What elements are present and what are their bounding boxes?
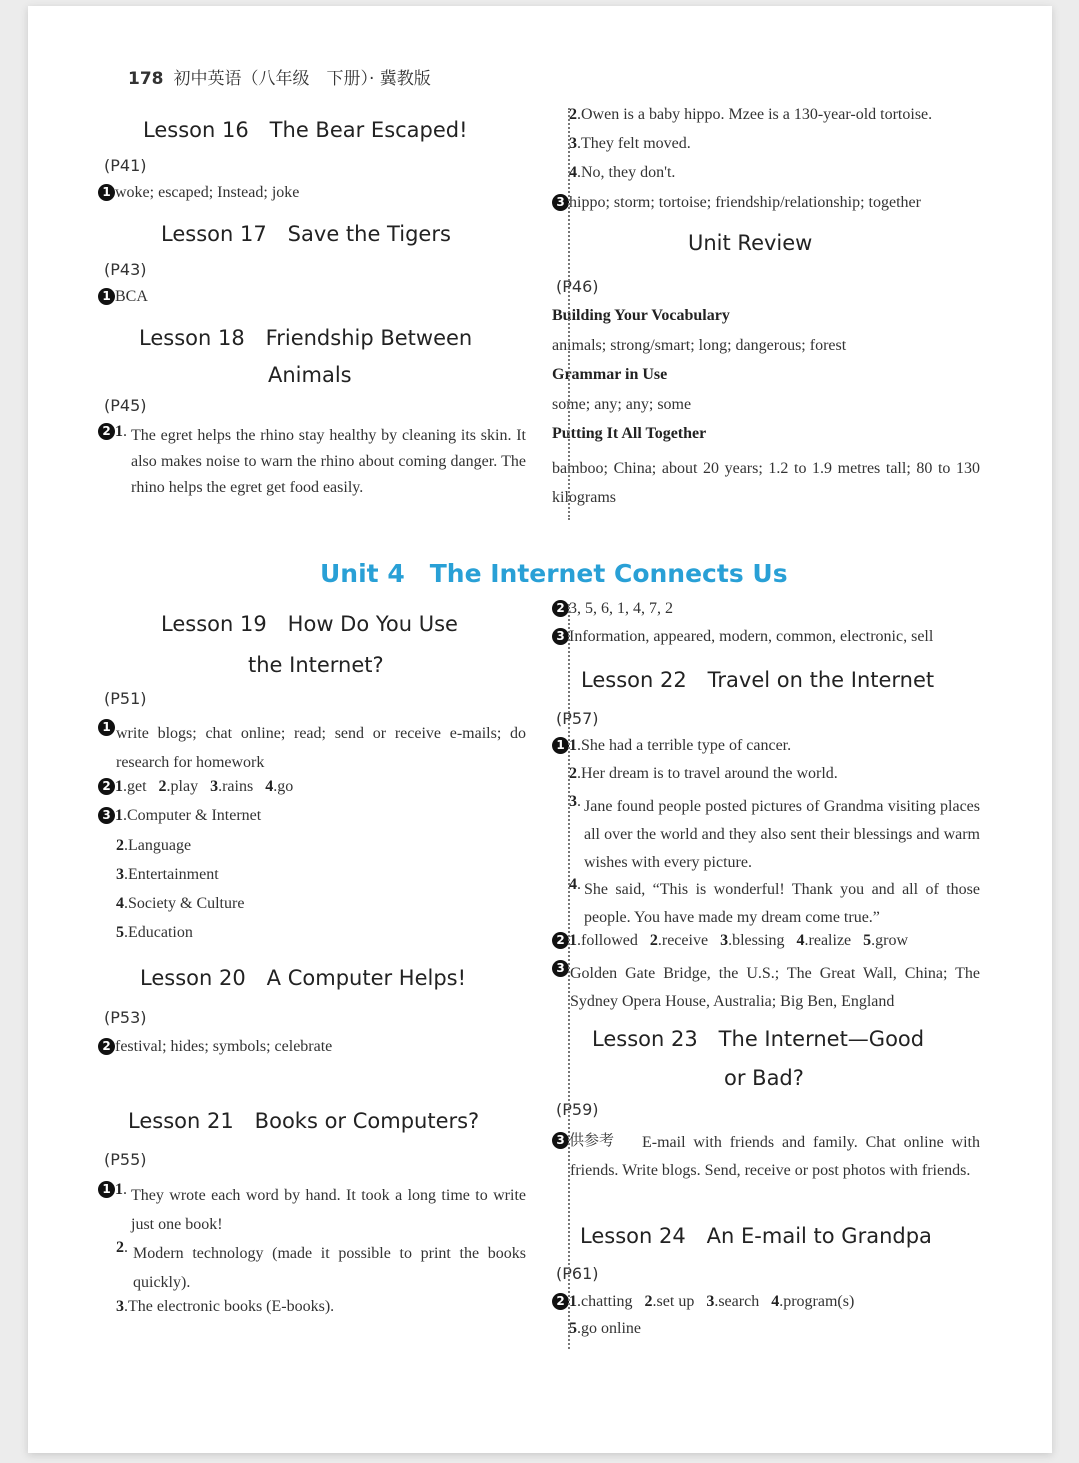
answer-marker-3: 3 <box>552 1132 569 1149</box>
lesson22-answer-2: 2.Her dream is to travel around the world. <box>569 765 838 782</box>
lesson19-answer-3-5: 5.Education <box>116 924 193 941</box>
lesson21-answer-b3: 3 Information, appeared, modern, common, electronic, sell <box>552 628 933 646</box>
unit-review-ref: (P46) <box>556 277 599 296</box>
review-heading-together: Putting It All Together <box>552 425 707 442</box>
column-divider-bottom <box>568 604 570 1349</box>
lesson19-answer-2: 2 1.get 2.play 3.rains 4.go <box>98 778 293 796</box>
answer-marker-2: 2 <box>552 1293 569 1310</box>
lesson21-title: Lesson 21 Books or Computers? <box>128 1109 480 1133</box>
answer-marker-1: 1 <box>98 1181 115 1198</box>
lesson19-title-line1: Lesson 19 How Do You Use <box>161 612 458 636</box>
lesson23-title-line1: Lesson 23 The Internet—Good <box>592 1027 925 1051</box>
lesson17-ref: (P43) <box>104 260 147 279</box>
lesson22-num-3: 3. <box>569 793 581 810</box>
book-title: 初中英语（八年级 下册）· 冀教版 <box>173 69 431 89</box>
lesson19-answer-3-2: 2.Language <box>116 837 192 854</box>
lesson18-title-line2: Animals <box>268 363 352 387</box>
lesson16-title: Lesson 16 The Bear Escaped! <box>143 118 468 142</box>
answer-marker-1: 1 <box>98 184 115 201</box>
lesson17-answer-1: 1 BCA <box>98 288 148 306</box>
unit4-heading: Unit 4 The Internet Connects Us <box>320 559 788 588</box>
lesson22-answer-c3: Golden Gate Bridge, the U.S.; The Great Wall, China; The Sydney Opera House, Australia; Big Ben, England <box>570 965 980 1010</box>
lesson21-ref: (P55) <box>104 1150 147 1169</box>
lesson22-marker-c3 <box>552 960 569 978</box>
page <box>28 6 1052 1453</box>
answer-marker-1: 1 <box>98 719 115 736</box>
answer-marker-2: 2 <box>98 423 115 440</box>
lesson17-title: Lesson 17 Save the Tigers <box>161 222 451 246</box>
answer-marker-1: 1 <box>98 288 115 305</box>
review-heading-grammar: Grammar in Use <box>552 366 668 383</box>
lesson18-answer-3: 3.They felt moved. <box>569 135 691 152</box>
lesson18-title-line1: Lesson 18 Friendship Between <box>139 326 473 350</box>
lesson23-ref: (P59) <box>556 1100 599 1119</box>
lesson19-ref: (P51) <box>104 689 147 708</box>
answer-marker-3: 3 <box>552 960 569 977</box>
lesson20-ref: (P53) <box>104 1008 147 1027</box>
answer-marker-2: 2 <box>98 1038 115 1055</box>
lesson24-answer-b: 2 1.chatting 2.set up 3.search 4.program(s) <box>552 1293 854 1311</box>
lesson19-marker-1 <box>98 719 115 737</box>
review-text-together: bamboo; China; about 20 years; 1.2 to 1.9 metres tall; 80 to 130 kilograms <box>552 460 980 506</box>
lesson18-ref: (P45) <box>104 396 147 415</box>
lesson22-answer-1: 1 1.She had a terrible type of cancer. <box>552 737 791 755</box>
answer-marker-2: 2 <box>98 778 115 795</box>
review-text-grammar: some; any; any; some <box>552 396 692 413</box>
lesson22-title: Lesson 22 Travel on the Internet <box>581 668 935 692</box>
lesson22-num-4: 4. <box>569 876 581 893</box>
lesson23-title-line2: or Bad? <box>724 1066 804 1090</box>
lesson18-answer-b3: 3 hippo; storm; tortoise; friendship/relationship; together <box>552 194 921 212</box>
answer-marker-2: 2 <box>552 932 569 949</box>
lesson24-ref: (P61) <box>556 1264 599 1283</box>
lesson18-answer-1: The egret helps the rhino stay healthy by cleaning its skin. It also makes noise to warn the rhino about coming danger. The rhino helps the egret get food easily. <box>131 427 526 496</box>
answer-marker-3: 3 <box>552 628 569 645</box>
lesson21-marker-row: 1 1. <box>98 1181 127 1199</box>
answer-marker-1: 1 <box>552 737 569 754</box>
page-header <box>128 64 431 89</box>
column-divider-top <box>568 108 570 520</box>
lesson22-answer-b: 2 1.followed 2.receive 3.blessing 4.realize 5.grow <box>552 932 908 950</box>
lesson22-ref: (P57) <box>556 709 599 728</box>
lesson19-answer-1: write blogs; chat online; read; send or receive e-mails; do research for homework <box>116 725 526 771</box>
unit-review-title: Unit Review <box>688 231 813 255</box>
lesson16-ref: (P41) <box>104 156 147 175</box>
lesson21-answer-b2: 2 3, 5, 6, 1, 4, 7, 2 <box>552 600 673 618</box>
lesson21-answer-2: Modern technology (made it possible to print the books quickly). <box>133 1245 526 1291</box>
lesson19-answer-3-4: 4.Society & Culture <box>116 895 245 912</box>
lesson24-answer-b5: 5.go online <box>569 1320 641 1337</box>
lesson19-answer-3-3: 3.Entertainment <box>116 866 219 883</box>
lesson21-num-2: 2. <box>116 1239 128 1256</box>
answer-marker-2: 2 <box>552 600 569 617</box>
answer-marker-3: 3 <box>98 807 115 824</box>
reference-tag: 供参考 <box>569 1131 615 1149</box>
lesson18-answer-4: 4.No, they don't. <box>569 164 676 181</box>
review-heading-vocabulary: Building Your Vocabulary <box>552 307 730 324</box>
lesson24-title: Lesson 24 An E-mail to Grandpa <box>580 1224 932 1248</box>
lesson16-answer-1: 1 woke; escaped; Instead; joke <box>98 184 299 202</box>
lesson20-title: Lesson 20 A Computer Helps! <box>140 966 467 990</box>
lesson21-answer-3: 3.The electronic books (E-books). <box>116 1298 335 1315</box>
lesson18-marker-row: 2 1. <box>98 423 127 441</box>
lesson18-answer-2: 2.Owen is a baby hippo. Mzee is a 130-year-old tortoise. <box>569 106 933 123</box>
lesson22-answer-3: Jane found people posted pictures of Grandma visiting places all over the world and they also sent their blessings and warm wishes with every picture. <box>584 798 980 871</box>
lesson21-answer-1: They wrote each word by hand. It took a long time to write just one book! <box>131 1187 526 1233</box>
review-text-vocabulary: animals; strong/smart; long; dangerous; forest <box>552 337 847 354</box>
lesson19-answer-3-1: 3 1.Computer & Internet <box>98 807 261 825</box>
lesson20-answer-2: 2 festival; hides; symbols; celebrate <box>98 1038 332 1056</box>
answer-marker-3: 3 <box>552 194 569 211</box>
lesson22-answer-4: She said, “This is wonderful! Thank you and all of those people. You have made my dream come true.” <box>584 881 980 926</box>
lesson19-title-line2: the Internet? <box>248 653 384 677</box>
lesson23-answer-3: E-mail with friends and family. Chat online with friends. Write blogs. Send, receive or post photos with friends. <box>570 1134 980 1179</box>
page-number: 178 <box>128 69 164 89</box>
